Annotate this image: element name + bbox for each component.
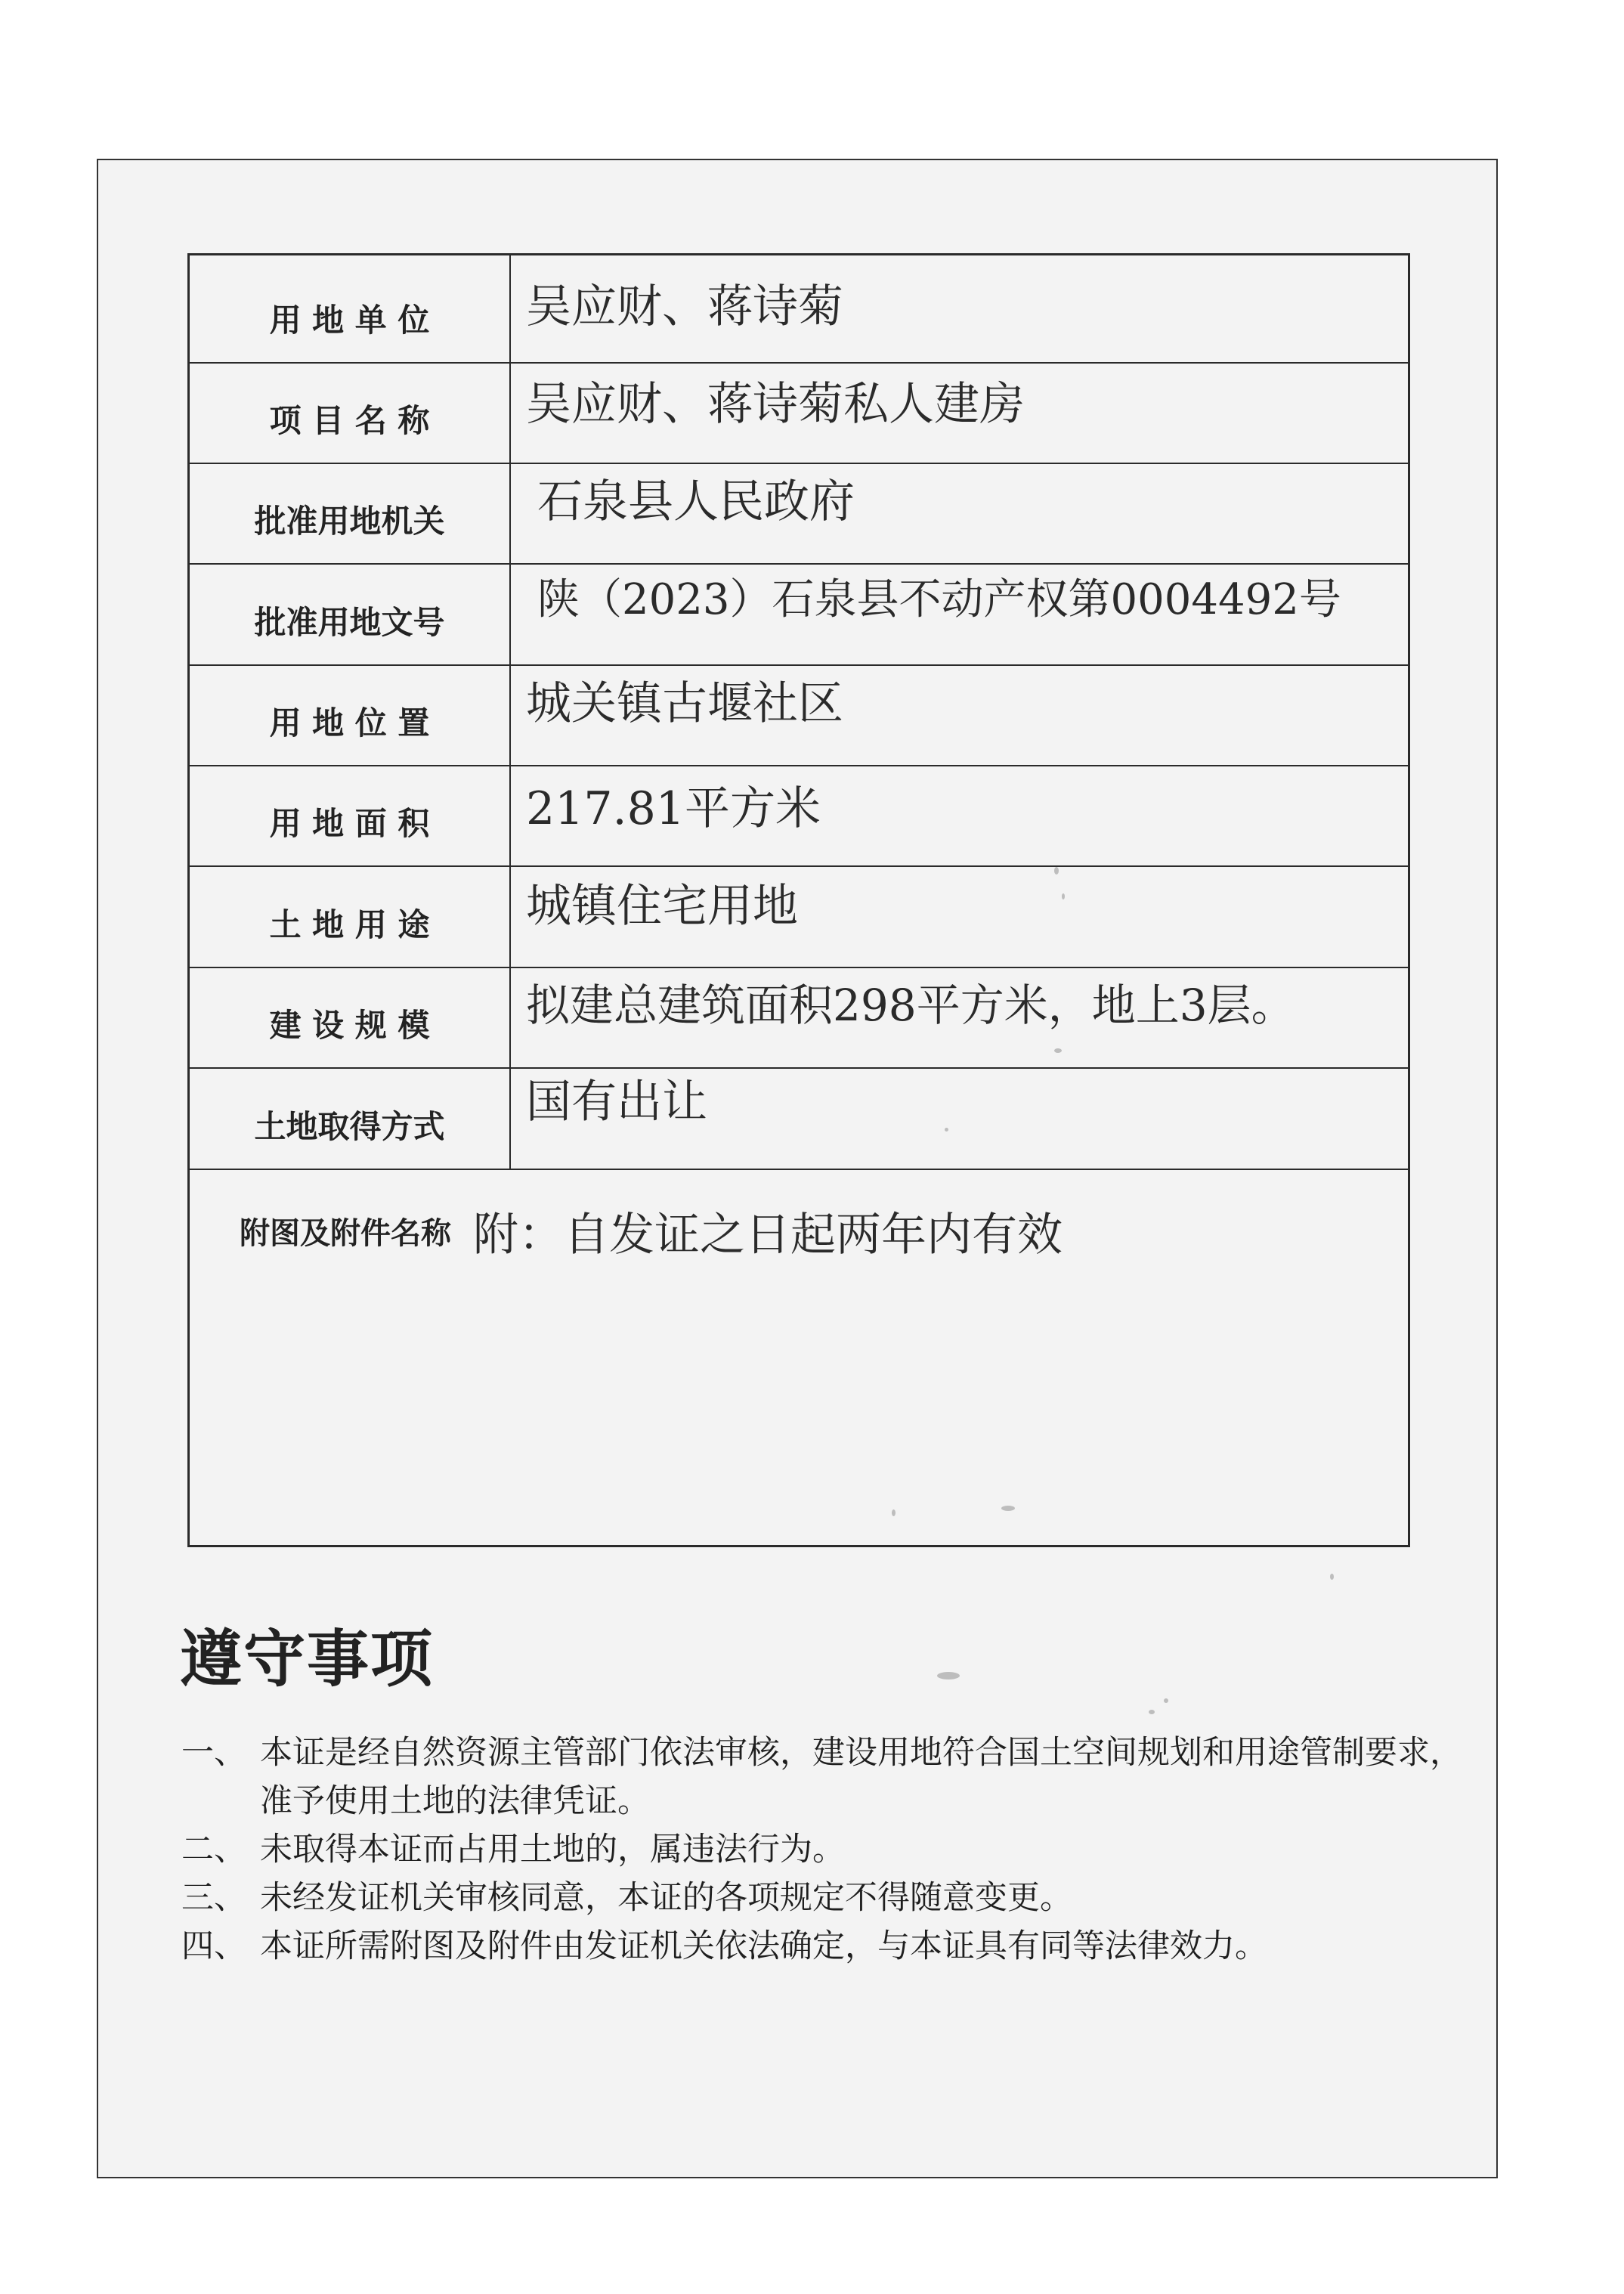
field-value: 国有出让 [526,1076,707,1128]
field-value: 拟建总建筑面积298平方米，地上3层。 [526,980,1295,1031]
attachments-label: 附图及附件名称 [240,1216,451,1251]
land-use-info-table [187,253,1410,1547]
field-label: 用 地 单 位 [190,255,511,362]
table-row-land-area [190,766,1408,867]
field-label: 批准用地机关 [190,464,511,563]
table-row-land-location [190,666,1408,766]
scan-speck [892,1509,896,1516]
notice-item-number: 三、 [181,1879,246,1917]
notice-item-number: 一、 [181,1734,246,1772]
notice-item-number: 四、 [181,1927,246,1965]
notice-item-text: 未经发证机关审核同意，本证的各项规定不得随意变更。 [260,1879,1072,1917]
certificate-page [97,159,1498,2178]
notice-title: 遵守事项 [180,1624,435,1695]
table-row-land-user [190,255,1408,364]
attachments-value: 附：自发证之日起两年内有效 [473,1209,1063,1262]
field-value: 陕（2023）石泉县不动产权第0004492号 [537,575,1341,624]
field-label: 项 目 名 称 [190,364,511,463]
scan-speck [1001,1506,1015,1511]
notice-item-text: 本证所需附图及附件由发证机关依法确定，与本证具有同等法律效力。 [260,1927,1267,1965]
notice-list [181,1729,1466,1970]
field-value: 城关镇古堰社区 [526,677,843,730]
scan-speck [1054,1048,1062,1053]
table-row-approving-authority [190,464,1408,565]
field-value: 吴应财、蒋诗菊 [526,280,843,333]
field-label: 土 地 用 途 [190,867,511,967]
field-label: 土地取得方式 [190,1069,511,1169]
table-row-project-name [190,364,1408,464]
table-row-approval-document-number [190,565,1408,666]
notice-item [181,1825,1466,1874]
notice-item [181,1729,1466,1825]
table-row-acquisition-method [190,1069,1408,1170]
field-label: 批准用地文号 [190,565,511,664]
field-value: 城镇住宅用地 [526,880,798,933]
notice-item [181,1922,1466,1970]
notice-item-number: 二、 [181,1831,246,1868]
field-label: 用 地 面 积 [190,766,511,865]
scan-speck [1062,893,1065,899]
table-row-land-purpose [190,867,1408,968]
scan-speck [1054,867,1059,875]
scan-speck [1164,1698,1168,1703]
field-value: 吴应财、蒋诗菊私人建房 [526,378,1025,431]
scan-speck [945,1128,948,1132]
field-label: 用 地 位 置 [190,666,511,765]
field-value: 石泉县人民政府 [537,475,855,528]
notice-item-text: 本证是经自然资源主管部门依法审核，建设用地符合国土空间规划和用途管制要求，准予使用土地的法律凭证。 [260,1734,1462,1820]
scan-speck [1149,1710,1155,1714]
field-value: 217.81平方米 [526,782,821,835]
attachments-row [190,1170,1408,1545]
notice-item [181,1874,1466,1922]
notice-item-text: 未取得本证而占用土地的，属违法行为。 [260,1831,845,1868]
table-row-construction-scale [190,968,1408,1069]
scan-speck [1330,1574,1334,1580]
scan-speck [937,1672,960,1679]
field-label: 建 设 规 模 [190,968,511,1067]
